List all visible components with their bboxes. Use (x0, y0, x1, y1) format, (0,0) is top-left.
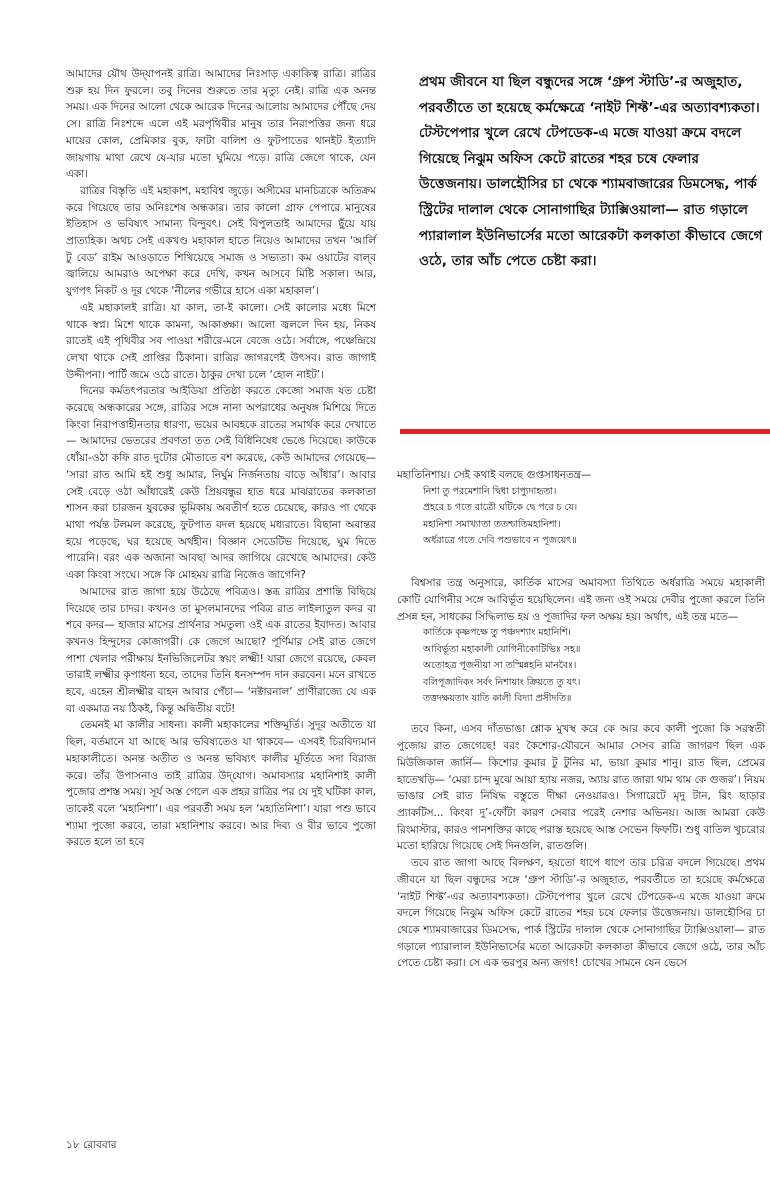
red-divider (400, 429, 770, 434)
verse-block-1 (397, 484, 765, 550)
left-paragraph-2: রাত্রির বিস্তৃতি এই মহাকাশ, মহাবিশ্ব জুড়ে। অসীমের মানচিত্রকে অতিক্রম করে গিয়েছে তার অনিঃশেষ অন্ধকার। তার কালো গ্রাফ পেপারে মানুষের ইতিহাস ও ভবিষ্যৎ সামান্য বিন্দুবৎ। সেই বিপুলতাই আমাদের ছুঁয়ে যায় প্রাত্যহিক। অথচ সেই একখণ্ড মহাকাল হাতে নিয়েও আমাদের তখন ‘আর্লি টু বেড’ রাইম আওড়াতে শিখিয়েছে সমাজ ও সভ্যতা। কম ওয়াটের বাল্‌ব জ্বালিয়ে আমরাও অপেক্ষা করে দেখি, কখন আসবে মিষ্টি সকাল। আর, যুগপৎ নিকট ও দূর থেকে ‘নীলের গভীরে হাসে একা মহাকাল’। (66, 184, 376, 298)
pull-quote: প্রথম জীবনে যা ছিল বন্ধুদের সঙ্গে ‘গ্রুপ স্টাডি’-র অজুহাত, পরবর্তীতে তা হয়েছে কর্মক্ষেত্রে ‘নাইট শিফ্ট’-এর অত্যাবশ্যকতা। টেস্টপেপার খুলে রেখে টেপডেক-এ মজে যাওয়া ক্রমে বদলে গিয়েছে নিঝুম অফিস কেটে রাতের শহর চষে ফেলার উত্তেজনায়। ডালহৌসির চা থেকে শ্যামবাজারের ডিমসেদ্ধ, পার্ক স্ট্রিটের দালাল থেকে সোনাগাছির ট্যাক্সিওয়ালা— রাত গড়ালে প্যারালাল ইউনিভার্সের মতো আরেকটা কলকাতা কীভাবে জেগে ওঠে, তার আঁচ পেতে চেষ্টা করা। (419, 74, 763, 270)
pull-quote-box (397, 70, 767, 275)
left-paragraph-4: দিনের কর্মতৎপরতার আইডিয়া প্রতিষ্ঠা করতে কেজো সমাজ যত চেষ্টা করেছে অন্ধকারের সঙ্গে, রাত্রির সঙ্গে নানা অপরাধের অনুষঙ্গ মিশিয়ে দিতে কিংবা নিরাপত্তাহীনতার ধারণা, ভয়ের আবহকে রাতের সমার্থক করে দেখাতে— আমাদের ভেতরের প্রবণতা তত সেই বিধিনিষেধ ভেঙে দিয়েছে। কাউকে ধোঁয়া-ওঠা কফি রাত দুটোর মৌতাতে বশ করেছে, কেউ আমাদের গেয়েছে— ‘সারা রাত আমি হই শুধু আমার, নির্ঘুম নির্জনতায় বাড়ে আঁধার’। আবার সেই বেড়ে ওঠা আঁধারেই কেউ প্রিয়বন্ধুর হাত ধরে মাঝরাতের কলকাতা শাসন করা চারজন যুবকের ভূমিকায় অবতীর্ণ হতে চেয়েছে, কারও পা থেকে মাথা পর্যন্ত টলমল করেছে, ফুটপাত বদল হয়েছে মধ্যরাতে। বিছানা অবান্তর হয়ে পড়েছে, ঘর হয়েছে অর্থহীন। বিজ্ঞান সেডেটিভ দিয়েছে, ঘুম দিতে পারেনি। বরং এক অজানা আবছা আদর জাগিয়ে রেখেছে আমাদের। কেউ একা কিংবা সংঘে। সঙ্গে কি মোহময় রাত্রি নিজেও জাগেনি? (66, 385, 376, 582)
verse-line: বলিপূজাদিকং সর্বং নিশায়াং ক্রিয়তে তু যৎ। (423, 676, 581, 688)
left-paragraph-1: আমাদের যৌথ উদ্‌যাপনই রাত্রি। আমাদের নিঃসাড় একাকিত্ব রাত্রি। রাত্রির শুরু হয় দিন ফুরলে। তবু দিনের শুরুতে তার মৃত্যু নেই। রাত্রি এক অনন্ত সময়। এক দিনের আলো থেকে আরেক দিনের আলোয় আমাদের পৌঁছে দেয় সে। রাত্রি নিঃশব্দে এলে এই মরপৃথিবীর মানুষ তার নিরাপত্তির জন্য ধরে মায়ের কোল, প্রেমিকার বুক, ফাটা বালিশ ও ফুটপাতের থানইট ইত্যাদি জায়গায় মাথা রেখে যে-যার মতো ঘুমিয়ে পড়ে। রাত্রি জেগে থাকে, যেন একা। (66, 68, 376, 181)
verse-line: আবির্ভূতা মহাকালী যোগিনীকোটিভিঃ সহ॥ (423, 643, 581, 655)
right-intro: মহাতিনিশায়। সেই কথাই বলছে গুপ্তসাধনতন্ত্র— (397, 469, 592, 481)
verse-line: অর্ধরাত্রে গতে দেবি পশুভাবে ন পূজয়েৎ॥ (423, 534, 577, 546)
left-column (66, 66, 376, 851)
page-footer: ১৮ রোববার (66, 1139, 117, 1151)
right-column (397, 467, 765, 972)
verse-line: তত্তদক্ষয়তাং যাতি কালী বিদ্যা প্রসীদতি॥ (423, 693, 572, 705)
verse-line: অতোহত্র পূজনীয়া সা তস্মিন্নহনি মানবৈঃ। (423, 660, 577, 672)
verse-line: কার্তিকে কৃষ্ণপক্ষে তু পঞ্চদশ্যাং মহানিশি। (423, 627, 571, 639)
right-paragraph-2: তবে কিনা, এসব দাঁতভাঙা শ্লোক মুখস্থ করে কে আর কবে কালী পুজো কি সরস্বতী পুজোয় রাত জেগেছে! বরং কৈশোর-যৌবনে আমার সেসব রাত্রি জাগরণ ছিল এক মিউজিকাল জার্নি— কিশোর কুমার টু টুনির মা, ভায়া কুমার শানু। রাত ছিল, প্রেমের হাতেখড়ি— ‘মেরা চান্দ মুঝে আয়া হ্যায় নজর, অ্যায় রাত জারা থাম থাম কে গুজর’। নিয়ম ভাঙার সেই রাত নিষিদ্ধ বস্তুতে দীক্ষা নেওয়ারও। সিগারেটে মৃদু টান, রিং ছাড়ার প্র্যাকটিস... কিংবা দু’-ফোঁটা কারণ সেবার পরেই নেশার অভিনয়। আজ আমরা কেউ রিংমাস্টার, কারও পানশক্তির কাছে পরাস্ত হয়েছে আস্ত সেভেন ফিফটি। শুধু বাতিল খুচরোর মতো হারিয়ে গিয়েছে সেই দিনগুলি, রাতগুলি। (397, 723, 765, 853)
left-paragraph-6: তেমনই মা কালীর সাধনা। কালী মহাকালের শক্তিমূর্তি। সুদূর অতীতে যা ছিল, বর্তমানে যা আছে আর ভবিষ্যতেও যা থাকবে— এসবই চিরবিদ্যমান মহাকালীতে। অনন্ত অতীত ও অনন্ত ভবিষ্যৎ কালীর মূর্তিতে সদা বিরাজ করে। তাঁর উপাসনাও তাই রাত্রির উদ্‌যোগ। অমাবস্যার মহানিশাই কালী পুজোর প্রশস্ত সময়। সূর্য অস্ত গেলে এক প্রহর রাত্রির পর যে দুই ঘটিকা কাল, তাকেই বলে ‘মহানিশা’। এর পরবর্তী সময় হল ‘মহাতিনিশা’। যারা পশু ভাবে শ্যামা পুজো করবে, তারা মহানিশায় করবে। আর দিব্য ও বীর ভাবে পুজো করতে হলে তা হবে (66, 719, 376, 849)
right-paragraph-1: বিশ্বসার তন্ত্র অনুসারে, কার্তিক মাসের অমাবস্যা তিথিতে অর্ধরাত্রি সময়ে মহাকালী কোটি যোগিনীর সঙ্গে আবির্ভূত হয়েছিলেন। এই জন্য ওই সময়ে দেবীর পুজো করলে তিনি প্রসন্ন হন, সাধকের সিদ্ধিলাভ হয় ও পূজাদির ফল অক্ষয় হয়। অর্থাৎ, এই তন্ত্র মতে— (397, 577, 765, 623)
left-paragraph-3: এই মহাকালই রাত্রি। যা কাল, তা-ই কালো। সেই কালোর মধ্যে মিশে থাকে স্বপ্ন। মিশে থাকে কামনা, আকাঙ্ক্ষা। আলো জ্বললে দিন হয়, নিকষ রাতেই এই পৃথিবীর সব পাওয়া শরীরে-মনে বেজে ওঠে। সর্বাঙ্গে, পঞ্চেন্দ্রিয়ে লেখা থাকে সেই প্রাপ্তির ঠিকানা। রাত্রির জাগরণেই উৎসব। রাত জাগাই উদ্দীপনা। পার্টি জমে ওঠে রাতে। ঠাকুর দেখা চলে ‘হোল নাইট’। (66, 301, 376, 381)
right-paragraph-3: তবে রাত জাগা আছে বিলক্ষণ, হয়তো ধাপে ধাপে তার চরিত্র বদলে গিয়েছে। প্রথম জীবনে যা ছিল বন্ধুদের সঙ্গে ‘গ্রুপ স্টাডি’-র অজুহাত, পরবর্তীতে তা হয়েছে কর্মক্ষেত্রে ‘নাইট শিফ্ট’-এর অত্যাবশ্যকতা। টেস্টপেপার খুলে রেখে টেপডেক-এ মজে যাওয়া ক্রমে বদলে গিয়েছে নিঝুম অফিস কেটে রাতের শহর চষে ফেলার উত্তেজনায়। ডালহৌসির চা থেকে শ্যামবাজারের ডিমসেদ্ধ, পার্ক স্ট্রিটের দালাল থেকে সোনাগাছির ট্যাক্সিওয়ালা— রাত গড়ালে প্যারালাল ইউনিভার্সের মতো আরেকটা কলকাতা কীভাবে জেগে ওঠে, তার আঁচ পেতে চেষ্টা করা। সে এক ভরপুর অন্য জগৎ! চোখের সামনে যেন ভেসে (397, 857, 765, 970)
verse-block-2 (397, 625, 765, 707)
verse-line: নিশা তু পরমেশানি দ্বিধা চাপ্যুদাহৃতা। (423, 485, 557, 497)
verse-line: প্রহরে চ গতে রাত্রৌ ঘটিকে দ্বে পরে চ যে। (423, 502, 578, 514)
verse-line: মহানিশা সমাখ্যাতা ততশ্চাতিমহানিশা। (423, 518, 561, 530)
left-paragraph-5: আমাদের রাত জাগা হয়ে উঠেছে পবিত্রও। স্তব্ধ রাত্রির প্রশান্তি বিছিয়ে দিয়েছে তার চাদর। কখনও তা মুসলমানদের পবিত্র রাত লাইলাতুল কদর বা শবে কদর— হাজার মাসের প্রার্থনার সমতুল্য ওই এক রাতের ইবাদত। আবার কখনও হিন্দুদের কোজাগরী। কে জেগে আছো? পূর্ণিমার সেই রাত জেগে পাশা খেলার পরীক্ষায় ইনভিজিলেটর স্বয়ং লক্ষ্মী! যারা জেগে রয়েছে, কেবল তারাই লক্ষ্মীর কৃপাধন্য হবে, তাদের তিনি ধনসম্পদ দান করবেন। মনে রাখতে হবে, এহেন শ্রীলক্ষ্মীর বাহন আবার পেঁচা— ‘নক্টারনাল’ প্রাণীরাজ্যে যে এক বা একমাত্র নয় ঠিকই, কিন্তু অদ্বিতীয় বটে! (66, 585, 376, 715)
